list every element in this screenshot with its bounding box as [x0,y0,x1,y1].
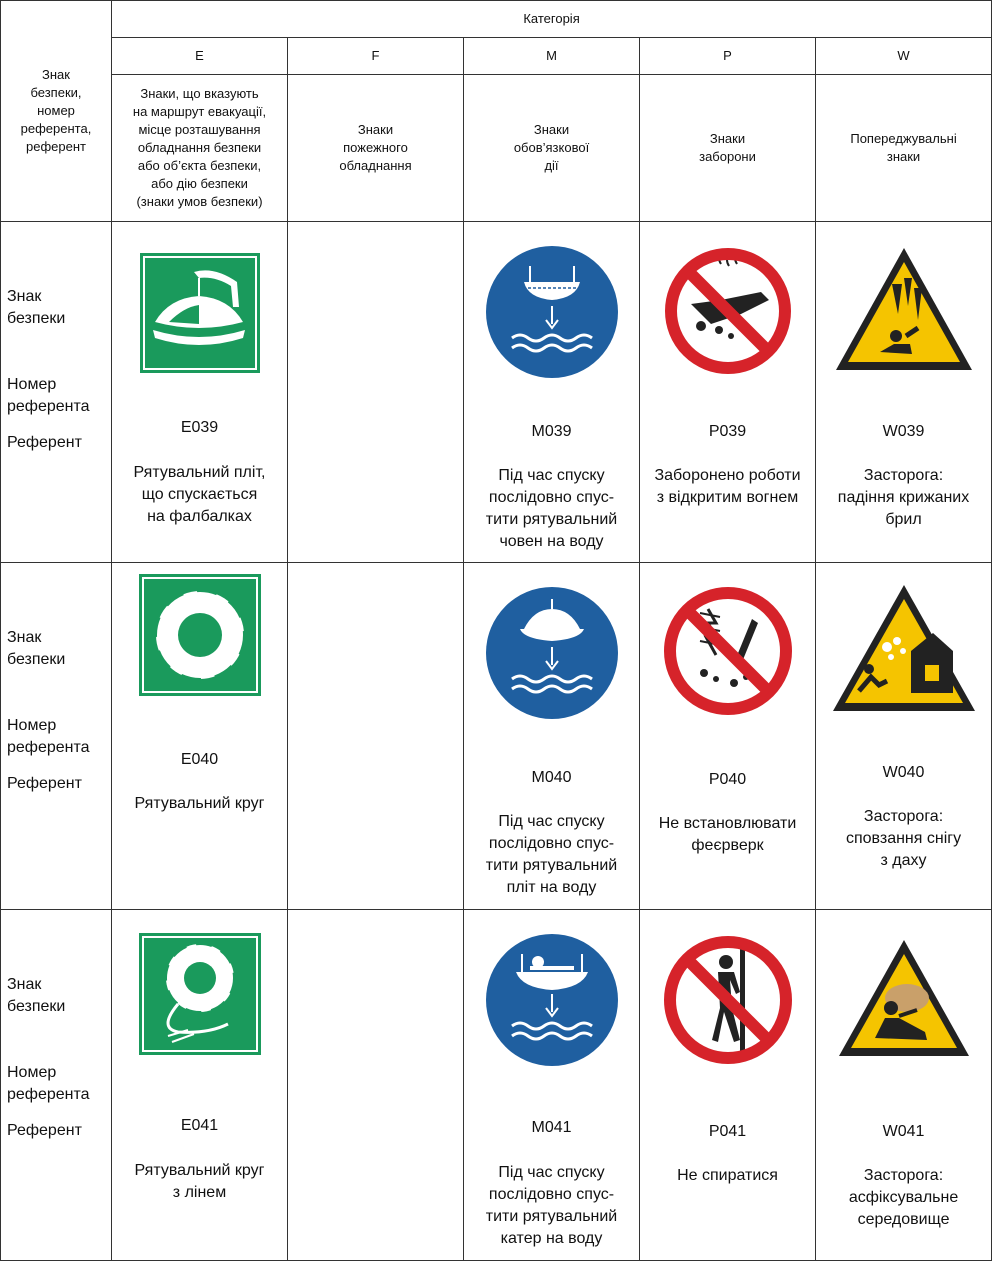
reference-number: M041 [531,1119,572,1136]
referent-text: Заборонено роботи з відкритим вогнем [654,467,801,506]
cell-e [112,222,288,563]
stub-header: Знак безпеки, номер референта, референт [1,1,112,222]
row-label-sign: Знак безпеки [7,629,66,668]
column-desc-w: Попереджувальні знаки [816,75,992,222]
sign-row [1,910,992,1261]
row-label-referent: Референт [7,434,82,451]
referent-text: Засторога: сповзання снігу з даху [845,808,962,869]
reference-number: E041 [180,1117,219,1134]
referent-text: Рятувальний круг [134,795,265,812]
row-label-referent: Референт [7,775,82,792]
row-label-number: Номер референта [7,1064,90,1103]
cell-f [288,910,464,1261]
cell-e [112,563,288,910]
row-label-number: Номер референта [7,717,90,756]
sign-row [1,222,992,563]
reference-number: W040 [882,764,925,781]
reference-number: M040 [531,769,572,786]
column-letter-e: E [112,38,288,75]
referent-text: Під час спуску послідовно спус- тити рятувальний човен на воду [485,467,618,550]
referent-text: Не спиратися [677,1167,778,1184]
column-desc-p: Знаки заборони [640,75,816,222]
cell-m [464,563,640,910]
referent-text: Не встановлювати феєрверк [658,815,797,854]
cell-e [112,910,288,1261]
row-label-sign: Знак безпеки [7,288,66,327]
reference-number: P039 [708,423,747,440]
reference-number: E040 [180,751,219,768]
referent-text: Під час спуску послідовно спус- тити рятувальний пліт на воду [485,813,618,896]
no-fireworks-icon [660,583,796,719]
referent-text: Рятувальний круг з лінем [134,1162,265,1201]
column-letter-w: W [816,38,992,75]
roof-avalanche-icon [829,581,979,715]
row-label-number: Номер референта [7,376,90,415]
cell-p [640,222,816,563]
column-desc-m: Знаки обов’язкової дії [464,75,640,222]
cell-m [464,222,640,563]
reference-number: E039 [180,419,219,436]
lower-liferaft-icon [484,585,620,721]
column-letter-m: M [464,38,640,75]
cell-p [640,910,816,1261]
column-letter-f: F [288,38,464,75]
referent-text: Засторога: падіння крижаних брил [837,467,970,528]
falling-ice-icon [832,244,976,374]
column-letter-p: P [640,38,816,75]
cell-f [288,563,464,910]
cell-m [464,910,640,1261]
column-desc-e: Знаки, що вказують на маршрут евакуації, місце розташування обладнання безпеки або об’єкта безпеки, або дію безпеки (знаки умов безпеки) [112,75,288,222]
liferaft-davit-icon [139,252,261,374]
referent-text: Під час спуску послідовно спус- тити рятувальний катер на воду [485,1164,618,1247]
cell-w [816,563,992,910]
row-label-sign: Знак безпеки [7,976,66,1015]
column-desc-f: Знаки пожежного обладнання [288,75,464,222]
category-header: Категорія [112,1,992,38]
reference-number: W041 [882,1123,925,1140]
cell-w [816,910,992,1261]
no-leaning-icon [660,932,796,1068]
referent-text: Засторога: асфіксувальне середовище [848,1167,959,1228]
cell-f [288,222,464,563]
lower-lifeboat-icon [484,244,620,380]
no-open-flame-work-icon [661,244,795,378]
reference-number: P040 [708,771,747,788]
asphyxiating-atmosphere-icon [835,936,973,1060]
row-stub [1,910,112,1261]
cell-w [816,222,992,563]
sign-row [1,563,992,910]
reference-number: P041 [708,1123,747,1140]
row-stub [1,222,112,563]
referent-text: Рятувальний пліт, що спускається на фалбалках [133,464,266,525]
row-stub [1,563,112,910]
reference-number: W039 [882,423,925,440]
lifebuoy-icon [138,573,262,697]
row-label-referent: Референт [7,1122,82,1139]
reference-number: M039 [531,423,572,440]
lifebuoy-line-icon [138,932,262,1056]
lower-rescue-boat-icon [484,932,620,1068]
cell-p [640,563,816,910]
